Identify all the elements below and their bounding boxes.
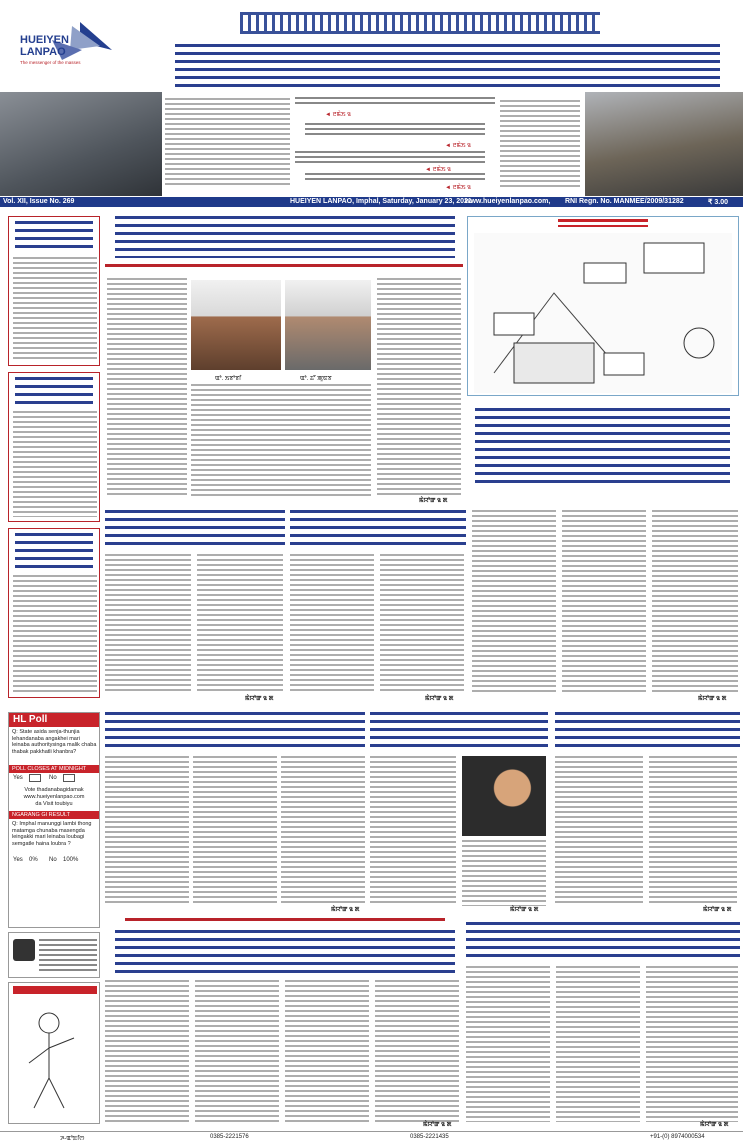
poll-closes: POLL CLOSES AT MIDNIGHT (9, 765, 99, 773)
lead-subheadline (105, 264, 463, 272)
result-no-value: 100% (63, 857, 79, 863)
masthead-line1 (240, 12, 600, 34)
caption-left: ꯑꯣ. ꯏꯕꯣꯕꯤ (215, 376, 242, 382)
price: ₹ 3.00 (708, 199, 729, 206)
feature-headline-right (475, 408, 730, 488)
poll-yes-label: Yes (13, 775, 23, 781)
rni-number: RNI Regn. No. MANMEE/2009/31282 (565, 198, 684, 205)
left-brief-2 (8, 372, 100, 522)
poll-result-question: Q: Imphal manunggi lambi thong matamga chunaba masengda leingakki mari leinaba loubagi semgatle haina loubra ? (12, 821, 92, 847)
more-link-3c[interactable]: ꯃꯥꯌꯣꯛ ꯲ ꯗ (703, 907, 732, 913)
more-link-2b[interactable]: ꯃꯥꯌꯣꯛ ꯲ ꯗ (425, 696, 454, 702)
more-link-4b[interactable]: ꯃꯥꯌꯣꯛ ꯲ ꯗ (700, 1122, 729, 1128)
cartoon-box (467, 216, 739, 396)
photo-left (191, 280, 281, 370)
poll-result-title: NGARANG GI RESULT (9, 811, 99, 819)
poll-vote-line3: da Visit toubiyu (35, 801, 73, 807)
footer-phone2: 0385-2221435 (410, 1134, 449, 1140)
more-link-3b[interactable]: ꯃꯥꯌꯣꯛ ꯲ ꯗ (510, 907, 539, 913)
poll-title: HL Poll (9, 713, 99, 727)
story-4a (105, 918, 460, 1128)
page-pointer-1[interactable]: ◄ ꯂꯃꯥꯏ ꯲ (325, 112, 351, 118)
poll-no-checkbox[interactable] (63, 774, 75, 782)
footer-phone3: +91-(0) 8974000534 (650, 1134, 705, 1140)
top-photo-left (0, 92, 162, 196)
top-photo-right (585, 92, 743, 196)
lead-headline (115, 216, 455, 258)
cartoon-illustration (474, 233, 732, 393)
poll-vote-line1: Vote thadanabagidamak (24, 787, 84, 793)
result-no-label: No (49, 857, 57, 863)
story-3a (105, 712, 365, 912)
website[interactable]: www.hueiyenlanpao.com, (465, 198, 551, 205)
page-pointer-2[interactable]: ◄ ꯂꯃꯥꯏ ꯲ (445, 143, 471, 149)
poll-yes-checkbox[interactable] (29, 774, 41, 782)
weather-box (8, 932, 100, 978)
poll-no-label: No (49, 775, 57, 781)
masthead-title (175, 44, 720, 88)
cartoon-small (8, 982, 100, 1124)
masthead (0, 0, 743, 92)
result-yes-label: Yes (13, 857, 23, 863)
story-2a (105, 510, 285, 700)
left-brief-3 (8, 528, 100, 698)
tagline: The messenger of the masses (20, 60, 81, 65)
page-pointer-3[interactable]: ◄ ꯂꯃꯥꯏ ꯲ (425, 167, 451, 173)
poll-question: Q: State asida senja-thunjia lehandanaba angakhei mari leinaba authoritysinga malik chaba thabak pakkhatli khanbra? (12, 729, 97, 755)
brand-name: HUEIYEN LANPAO (20, 34, 69, 58)
story-2b (290, 510, 466, 700)
lead-story (105, 214, 463, 504)
footer (0, 1131, 743, 1143)
more-link-4a[interactable]: ꯃꯥꯌꯣꯛ ꯲ ꯗ (423, 1122, 452, 1128)
vol-issue: Vol. XII, Issue No. 269 (3, 198, 75, 205)
story-4b (466, 922, 740, 1128)
top-headlines (295, 95, 495, 195)
more-link-2c[interactable]: ꯃꯥꯌꯣꯛ ꯲ ꯗ (698, 696, 727, 702)
page-pointer-4[interactable]: ◄ ꯂꯃꯥꯏ ꯲ (445, 185, 471, 191)
more-link-lead[interactable]: ꯃꯥꯌꯣꯛ ꯲ ꯗ (419, 498, 448, 504)
top-summary-1 (165, 98, 290, 188)
hl-poll (8, 712, 100, 928)
more-link-2a[interactable]: ꯃꯥꯌꯣꯛ ꯲ ꯗ (245, 696, 274, 702)
dateline-strip (0, 197, 743, 207)
footer-office: ꯍ-ꯑꯣꯐꯤꯁ (60, 1136, 85, 1142)
story-2c (472, 510, 740, 700)
story-3c (555, 712, 740, 912)
top-summary-2 (500, 100, 580, 190)
footer-phone1: 0385-2221576 (210, 1134, 249, 1140)
story-3b-photo (462, 756, 546, 836)
weather-icon (13, 939, 35, 961)
result-yes-value: 0% (29, 857, 38, 863)
caption-right: ꯑꯣ. ꯊꯧ ꯄꯨꯟꯕ (300, 376, 332, 382)
left-brief-1 (8, 216, 100, 366)
photo-right (285, 280, 371, 370)
more-link-3a[interactable]: ꯃꯥꯌꯣꯛ ꯲ ꯗ (331, 907, 360, 913)
poll-vote-url[interactable]: www.hueiyenlanpao.com (23, 794, 85, 800)
dateline: HUEIYEN LANPAO, Imphal, Saturday, January 23, 2021 (290, 198, 472, 205)
story-3b (370, 712, 548, 912)
